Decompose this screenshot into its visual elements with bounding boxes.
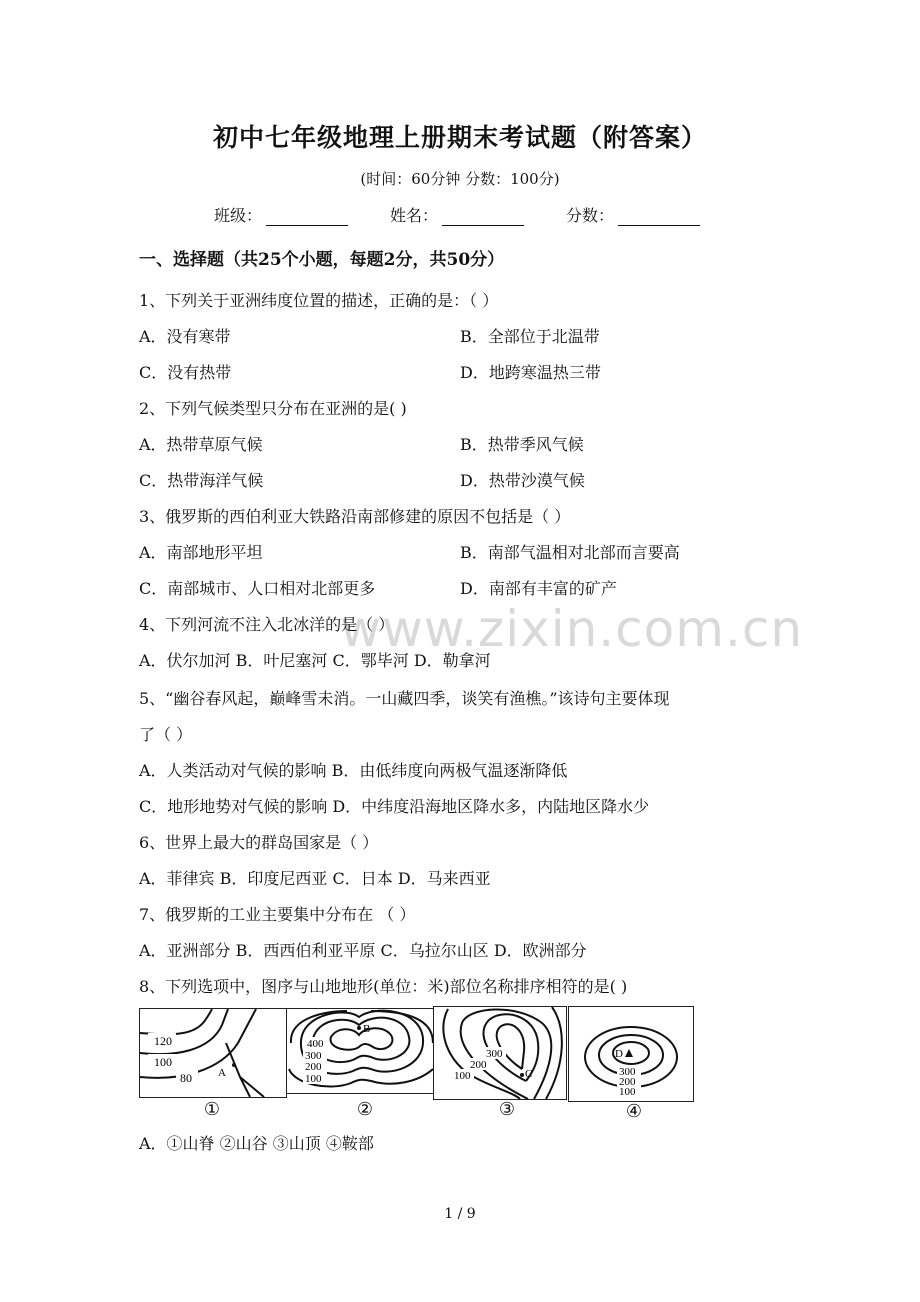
q8-stem: 8、下列选项中，图序与山地地形(单位：米)部位名称排序相符的是( ) bbox=[139, 977, 628, 996]
map2-label-400: 400 bbox=[307, 1038, 324, 1050]
map4-point-label: D bbox=[615, 1048, 623, 1060]
map4-label-200: 200 bbox=[619, 1076, 636, 1088]
map1-label-80: 80 bbox=[180, 1071, 192, 1085]
class-blank bbox=[266, 209, 348, 226]
watermark: www.zixin.com.cn bbox=[340, 600, 804, 658]
q7-options: A．亚洲部分 B．西西伯利亚平原 C．乌拉尔山区 D．欧洲部分 bbox=[139, 941, 587, 960]
contour-map-4 bbox=[568, 1006, 694, 1102]
exam-subtitle: (时间：60分钟 分数：100分) bbox=[360, 170, 560, 188]
q2-option-c: C．热带海洋气候 bbox=[139, 471, 264, 490]
score-blank bbox=[618, 209, 700, 226]
q1-option-c: C．没有热带 bbox=[139, 363, 232, 382]
name-blank bbox=[442, 209, 524, 226]
section-title: 一、选择题（共25个小题，每题2分，共50分） bbox=[139, 250, 505, 270]
map4-label-300: 300 bbox=[619, 1066, 636, 1078]
contour-map-3 bbox=[433, 1006, 567, 1100]
q1-option-d: D．地跨寒温热三带 bbox=[460, 363, 601, 382]
map2-label-200: 200 bbox=[305, 1061, 322, 1073]
contour-map-2 bbox=[286, 1008, 434, 1094]
peak-triangle-icon bbox=[625, 1049, 633, 1057]
q2-option-d: D．热带沙漠气候 bbox=[460, 471, 585, 490]
q5-stem-line2: 了（ ） bbox=[139, 725, 193, 744]
map3-label-200: 200 bbox=[470, 1059, 487, 1071]
q1-stem: 1、下列关于亚洲纬度位置的描述，正确的是：（ ） bbox=[139, 291, 499, 310]
map1-label-100: 100 bbox=[154, 1055, 172, 1069]
page-title: 初中七年级地理上册期末考试题（附答案） bbox=[212, 123, 707, 152]
map4-label-100: 100 bbox=[619, 1086, 636, 1098]
map1-point-label: A bbox=[218, 1067, 226, 1079]
q6-options: A．菲律宾 B．印度尼西亚 C．日本 D．马来西亚 bbox=[139, 869, 491, 888]
q2-stem: 2、下列气候类型只分布在亚洲的是( ) bbox=[139, 399, 407, 418]
map3-point bbox=[520, 1073, 524, 1077]
map2-label-300: 300 bbox=[305, 1050, 322, 1062]
map2-label-100: 100 bbox=[305, 1073, 322, 1085]
contour-map-2-drawing bbox=[287, 1009, 433, 1093]
q2-option-b: B．热带季风气候 bbox=[460, 435, 584, 454]
map1-point bbox=[232, 1063, 236, 1067]
name-field bbox=[390, 203, 524, 226]
contour-map-1-drawing bbox=[140, 1009, 286, 1097]
map1-label-120: 120 bbox=[154, 1034, 172, 1048]
map3-label-100: 100 bbox=[454, 1070, 471, 1082]
q6-stem: 6、世界上最大的群岛国家是（ ） bbox=[139, 833, 379, 852]
map-2-caption: ② bbox=[356, 1099, 374, 1120]
q3-option-d: D．南部有丰富的矿产 bbox=[460, 579, 617, 598]
class-field bbox=[214, 203, 348, 226]
contour-map-4-drawing bbox=[569, 1007, 693, 1101]
score-label: 分数： bbox=[566, 206, 615, 225]
score-field bbox=[566, 203, 700, 226]
q5-options-cd: C．地形地势对气候的影响 D．中纬度沿海地区降水多，内陆地区降水少 bbox=[139, 797, 650, 816]
q5-options-ab: A．人类活动对气候的影响 B．由低纬度向两极气温逐渐降低 bbox=[139, 761, 568, 780]
contour-map-1 bbox=[139, 1008, 287, 1098]
map3-label-300: 300 bbox=[486, 1048, 503, 1060]
map2-point-label: B bbox=[363, 1023, 371, 1035]
q1-option-a: A．没有寒带 bbox=[139, 327, 231, 346]
q8-option-a: A．①山脊 ②山谷 ③山顶 ④鞍部 bbox=[139, 1134, 374, 1153]
q1-option-b: B．全部位于北温带 bbox=[460, 327, 600, 346]
contour-map-3-drawing bbox=[434, 1007, 566, 1099]
q5-stem-line1: 5、“幽谷春风起，巅峰雪未消。一山藏四季，谈笑有渔樵。”该诗句主要体现 bbox=[139, 689, 670, 708]
q3-stem: 3、俄罗斯的西伯利亚大铁路沿南部修建的原因不包括是（ ） bbox=[139, 507, 571, 526]
page-number: 1 / 9 bbox=[444, 1206, 476, 1222]
q3-option-b: B．南部气温相对北部而言要高 bbox=[460, 543, 680, 562]
q4-stem: 4、下列河流不注入北冰洋的是（ ） bbox=[139, 615, 395, 634]
class-label: 班级： bbox=[214, 206, 263, 225]
map-3-caption: ③ bbox=[498, 1099, 516, 1120]
map-1-caption: ① bbox=[203, 1099, 221, 1120]
map-4-caption: ④ bbox=[625, 1101, 643, 1122]
q3-option-a: A．南部地形平坦 bbox=[139, 543, 263, 562]
map3-point-label: C bbox=[525, 1068, 533, 1080]
q7-stem: 7、俄罗斯的工业主要集中分布在 （ ） bbox=[139, 905, 416, 924]
q3-option-c: C．南部城市、人口相对北部更多 bbox=[139, 579, 376, 598]
q2-option-a: A．热带草原气候 bbox=[139, 435, 263, 454]
name-label: 姓名： bbox=[390, 206, 439, 225]
q4-options: A．伏尔加河 B．叶尼塞河 C．鄂毕河 D．勒拿河 bbox=[139, 651, 491, 670]
map2-point bbox=[357, 1026, 361, 1030]
